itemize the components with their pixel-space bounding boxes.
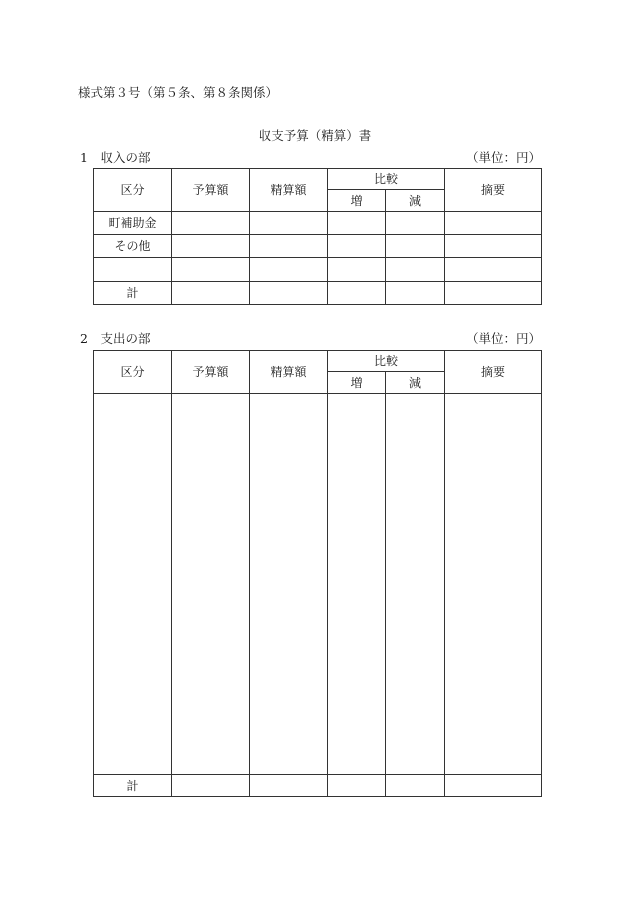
expense-settlement-area[interactable] — [250, 394, 328, 775]
expense-total-settlement-cell[interactable] — [250, 775, 328, 797]
income-row — [94, 258, 542, 282]
expense-decrease-area[interactable] — [386, 394, 445, 775]
expense-total-decrease-cell[interactable] — [386, 775, 445, 797]
expense-col-settlement: 精算額 — [250, 351, 328, 394]
expense-col-budget: 予算額 — [172, 351, 250, 394]
income-col-comparison: 比較 — [328, 169, 445, 190]
income-settlement-cell[interactable] — [250, 235, 328, 258]
income-increase-cell[interactable] — [328, 235, 386, 258]
income-remarks-cell[interactable] — [445, 235, 542, 258]
income-col-budget: 予算額 — [172, 169, 250, 212]
expense-total-remarks-cell[interactable] — [445, 775, 542, 797]
income-total-label: 計 — [94, 282, 172, 305]
income-total-remarks-cell[interactable] — [445, 282, 542, 305]
document-title: 収支予算（精算）書 — [258, 128, 372, 143]
expense-col-comparison: 比較 — [328, 351, 445, 372]
income-col-settlement: 精算額 — [250, 169, 328, 212]
income-increase-cell[interactable] — [328, 258, 386, 282]
income-row-label[interactable] — [94, 258, 172, 282]
expense-total-budget-cell[interactable] — [172, 775, 250, 797]
income-unit-label: （単位：円） — [465, 150, 541, 165]
income-row — [94, 212, 542, 235]
income-col-remarks: 摘要 — [445, 169, 542, 212]
expense-increase-area[interactable] — [328, 394, 386, 775]
expense-body-row — [94, 394, 542, 775]
expense-budget-area[interactable] — [172, 394, 250, 775]
income-settlement-cell[interactable] — [250, 258, 328, 282]
income-col-increase: 増 — [328, 190, 386, 212]
expense-unit-label: （単位：円） — [465, 331, 541, 346]
income-budget-cell[interactable] — [172, 235, 250, 258]
form-number: 様式第３号（第５条、第８条関係） — [78, 85, 279, 100]
expense-col-remarks: 摘要 — [445, 351, 542, 394]
income-remarks-cell[interactable] — [445, 212, 542, 235]
income-decrease-cell[interactable] — [386, 235, 445, 258]
expense-total-row — [94, 775, 542, 797]
income-budget-cell[interactable] — [172, 212, 250, 235]
income-row-label: 町補助金 — [94, 212, 172, 235]
expense-total-label: 計 — [94, 775, 172, 797]
expense-total-increase-cell[interactable] — [328, 775, 386, 797]
income-decrease-cell[interactable] — [386, 212, 445, 235]
income-total-budget-cell[interactable] — [172, 282, 250, 305]
expense-col-decrease: 減 — [386, 372, 445, 394]
income-row-label: その他 — [94, 235, 172, 258]
income-col-decrease: 減 — [386, 190, 445, 212]
income-total-decrease-cell[interactable] — [386, 282, 445, 305]
income-remarks-cell[interactable] — [445, 258, 542, 282]
income-header-row — [94, 169, 542, 190]
income-settlement-cell[interactable] — [250, 212, 328, 235]
expense-table — [93, 350, 542, 797]
income-col-category: 区分 — [94, 169, 172, 212]
income-table — [93, 168, 542, 305]
expense-section-heading: 2 支出の部 — [80, 331, 151, 346]
income-increase-cell[interactable] — [328, 212, 386, 235]
expense-col-category: 区分 — [94, 351, 172, 394]
expense-col-increase: 増 — [328, 372, 386, 394]
income-total-settlement-cell[interactable] — [250, 282, 328, 305]
income-budget-cell[interactable] — [172, 258, 250, 282]
income-decrease-cell[interactable] — [386, 258, 445, 282]
expense-remarks-area[interactable] — [445, 394, 542, 775]
expense-header-row — [94, 351, 542, 372]
income-row — [94, 235, 542, 258]
income-section-heading: 1 収入の部 — [80, 150, 151, 165]
income-total-increase-cell[interactable] — [328, 282, 386, 305]
expense-category-area[interactable] — [94, 394, 172, 775]
income-total-row — [94, 282, 542, 305]
